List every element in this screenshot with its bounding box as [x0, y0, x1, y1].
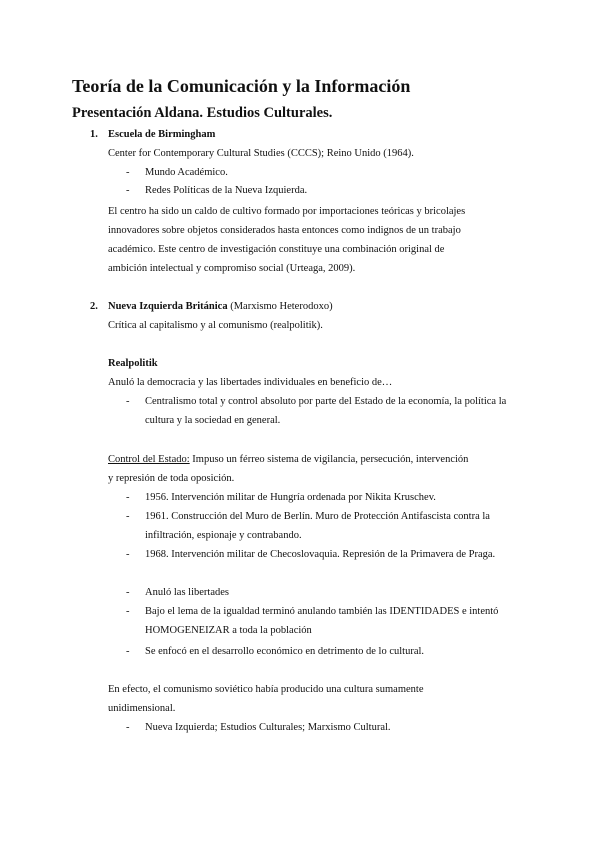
section1-bullet: Mundo Académico.: [145, 167, 228, 178]
bullet-dash: -: [126, 606, 130, 617]
realpolitik-bullet-line: Centralismo total y control absoluto por parte del Estado de la economía, la política la: [145, 396, 507, 407]
control-text-line: y represión de toda oposición.: [108, 473, 235, 484]
section2-heading-note: (Marxismo Heterodoxo): [230, 301, 333, 312]
section1-number: 1.: [90, 129, 98, 140]
bullet-dash: -: [126, 511, 130, 522]
section2-heading: Nueva Izquierda Británica: [108, 301, 228, 312]
bullet-dash: -: [126, 549, 130, 560]
bullet-dash: -: [126, 492, 130, 503]
event-item: 1968. Intervención militar de Checoslovaquia. Represión de la Primavera de Praga.: [145, 549, 496, 560]
consequence-item: Anuló las libertades: [145, 587, 229, 598]
control-label: Control del Estado:: [108, 454, 190, 465]
section1-bullet: Redes Políticas de la Nueva Izquierda.: [145, 185, 308, 196]
section1-paragraph-line: académico. Este centro de investigación constituye una combinación original de: [108, 244, 445, 255]
event-item-continued: infiltración, espionaje y contrabando.: [145, 530, 302, 541]
consequence-item: Se enfocó en el desarrollo económico en detrimento de lo cultural.: [145, 646, 425, 657]
closing-bullet: Nueva Izquierda; Estudios Culturales; Marxismo Cultural.: [145, 722, 391, 733]
section1-paragraph-line: ambición intelectual y compromiso social (Urteaga, 2009).: [108, 263, 356, 274]
section1-paragraph-line: El centro ha sido un caldo de cultivo formado por importaciones teóricas y bricolajes: [108, 206, 466, 217]
realpolitik-intro: Anuló la democracia y las libertades individuales en beneficio de…: [108, 377, 393, 388]
section1-heading: Escuela de Birmingham: [108, 129, 216, 140]
bullet-dash: -: [126, 646, 130, 657]
bullet-dash: -: [126, 396, 130, 407]
control-text: Impuso un férreo sistema de vigilancia, persecución, intervención: [192, 454, 469, 465]
document-subtitle: Presentación Aldana. Estudios Culturales.: [72, 105, 333, 121]
event-item: 1961. Construcción del Muro de Berlín. Muro de Protección Antifascista contra la: [145, 511, 490, 522]
consequence-item-continued: HOMOGENEIZAR a toda la población: [145, 625, 312, 636]
closing-line: unidimensional.: [108, 703, 176, 714]
consequence-item: Bajo el lema de la igualdad terminó anulando también las IDENTIDADES e intentó: [145, 606, 499, 617]
bullet-dash: -: [126, 722, 130, 733]
section2-line: Crítica al capitalismo y al comunismo (realpolitik).: [108, 320, 323, 331]
realpolitik-heading: Realpolitik: [108, 358, 158, 369]
realpolitik-bullet-line: cultura y la sociedad en general.: [145, 415, 281, 426]
bullet-dash: -: [126, 185, 130, 196]
section1-line: Center for Contemporary Cultural Studies (CCCS); Reino Unido (1964).: [108, 148, 414, 159]
closing-line: En efecto, el comunismo soviético había producido una cultura sumamente: [108, 684, 424, 695]
control-line: [108, 453, 468, 466]
section2-number: 2.: [90, 301, 98, 312]
document-title: Teoría de la Comunicación y la Información: [72, 76, 411, 96]
section1-paragraph-line: innovadores sobre objetos considerados hasta entonces como indignos de un trabajo: [108, 225, 461, 236]
section2-heading-line: [108, 300, 333, 313]
bullet-dash: -: [126, 587, 130, 598]
event-item: 1956. Intervención militar de Hungría ordenada por Nikita Kruschev.: [145, 492, 436, 503]
bullet-dash: -: [126, 167, 130, 178]
